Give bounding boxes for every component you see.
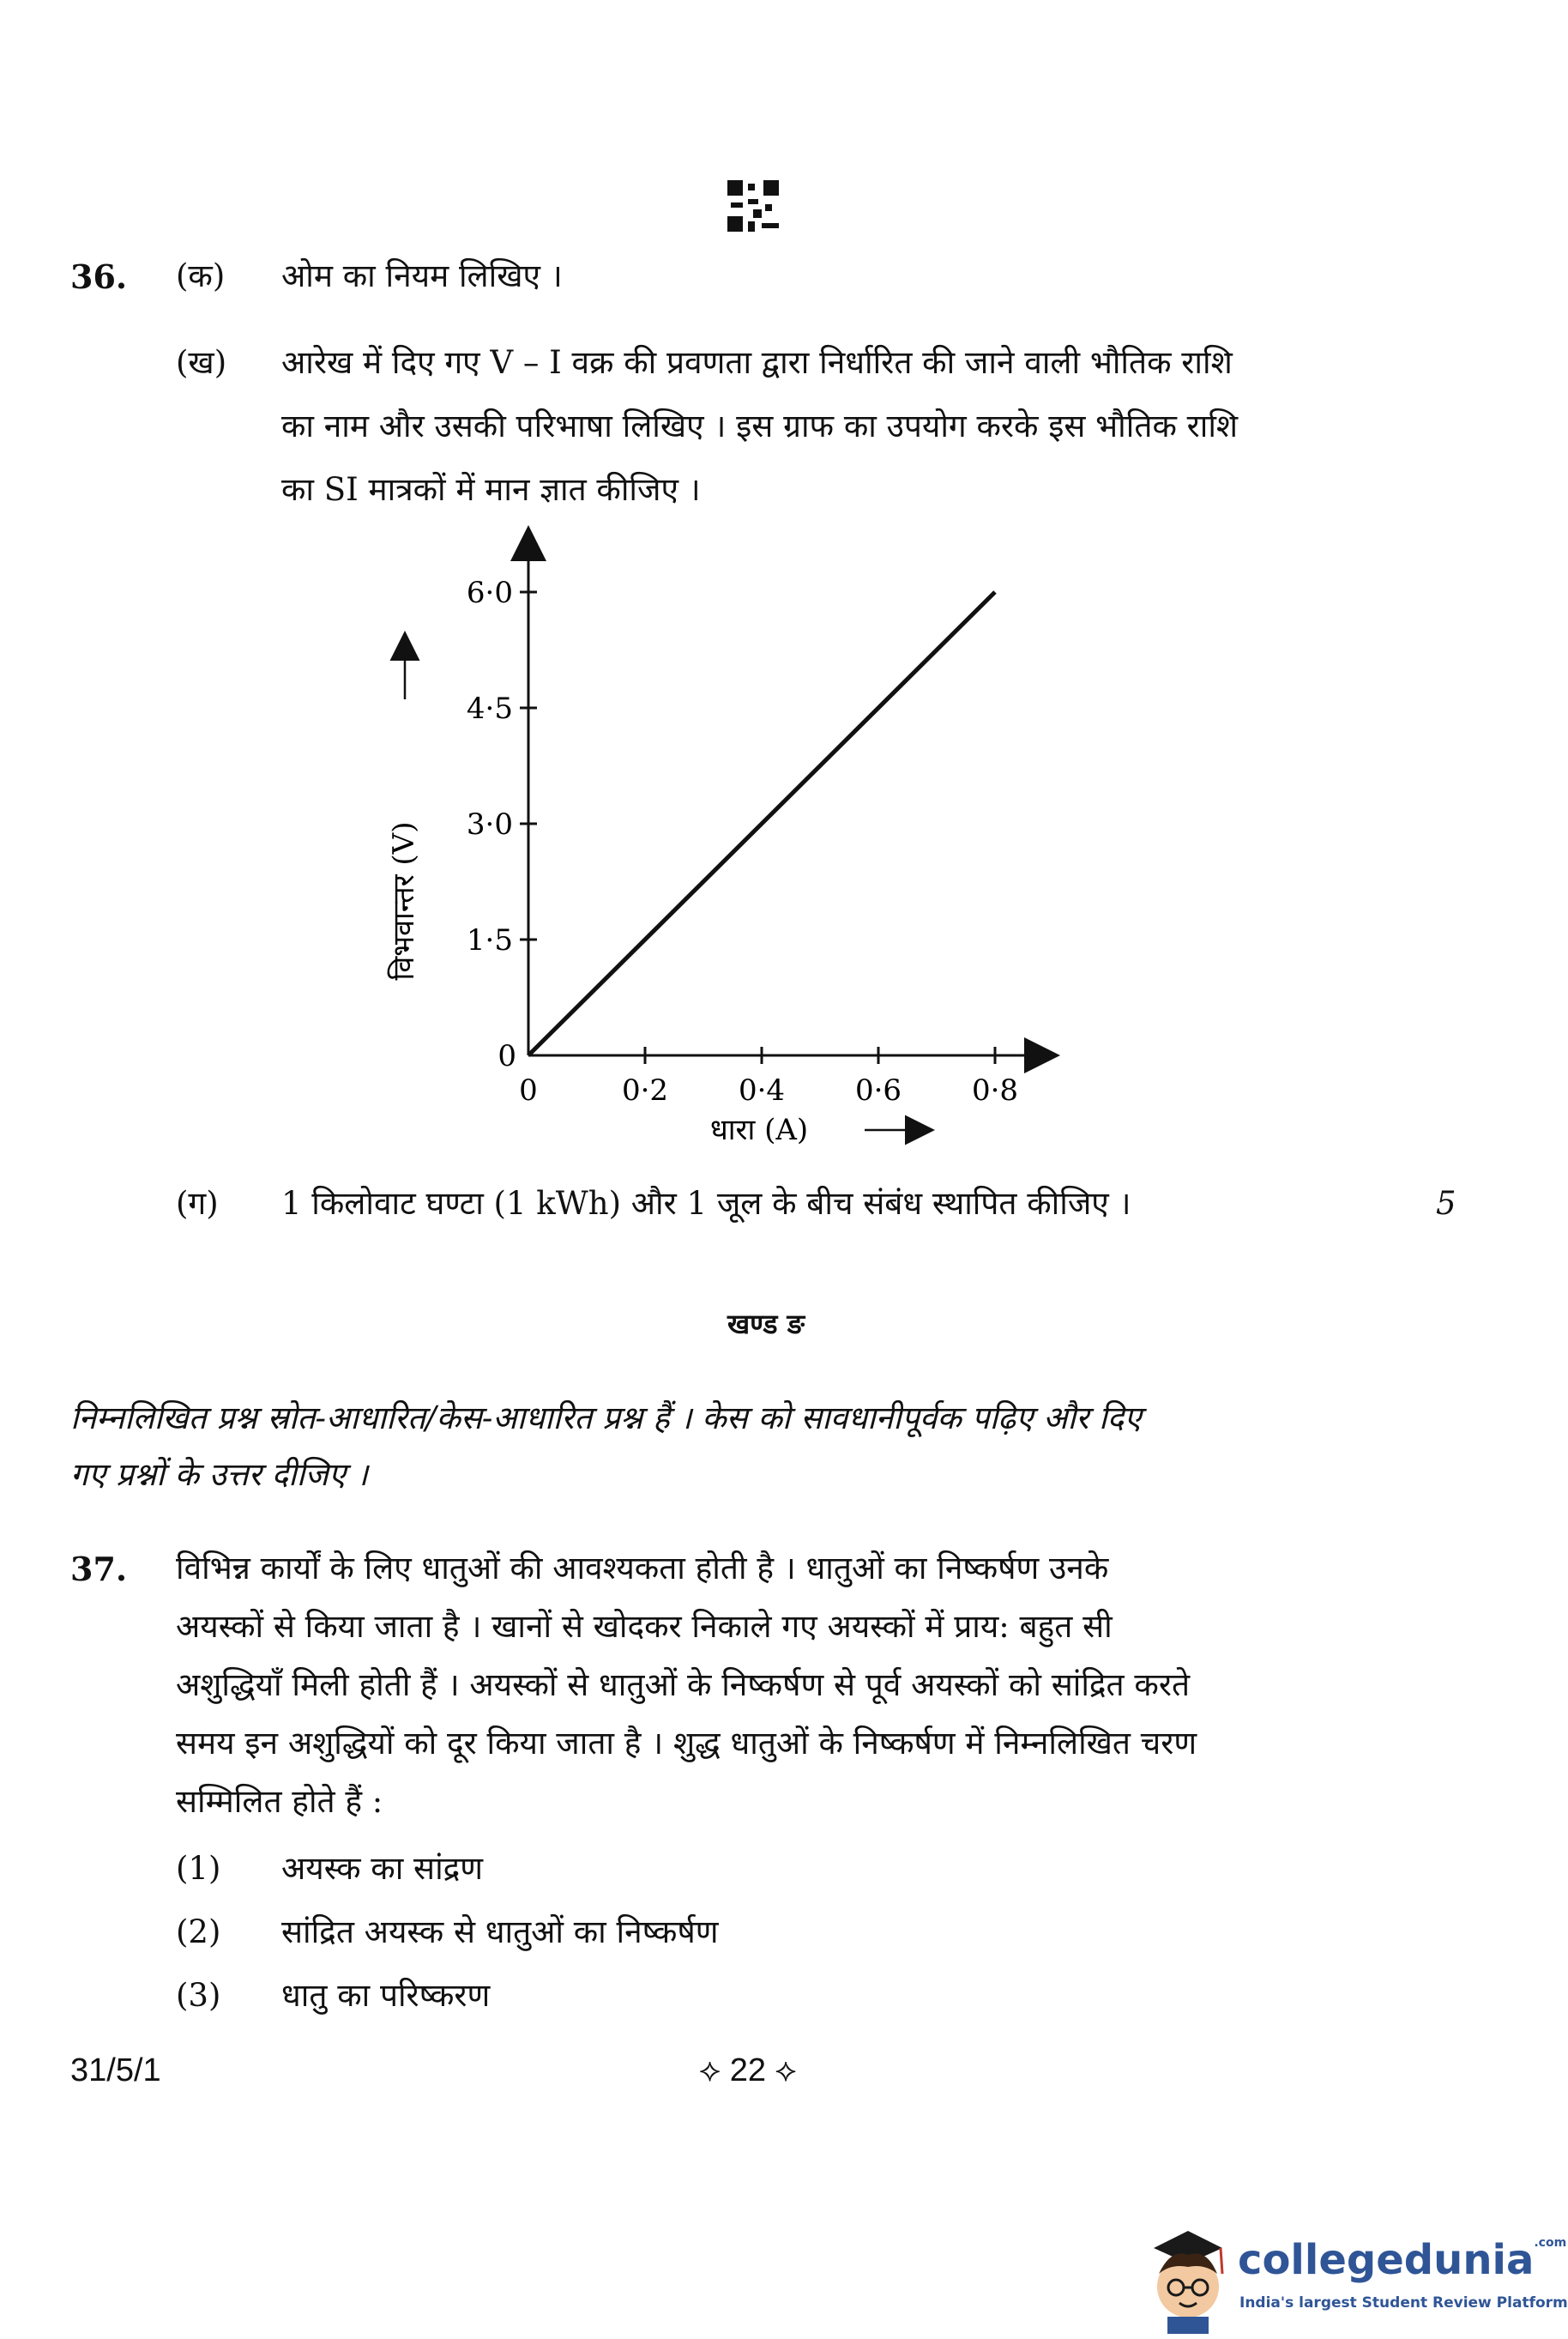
y-tick-label: 1·5 [466,923,513,958]
x-tick-label: 0·8 [971,1073,1019,1108]
q36-part-b-line1: आरेख में दिए गए V – I वक्र की प्रवणता द्वारा निर्धारित की जाने वाली भौतिक राशि [281,344,1233,381]
brand-name: collegedunia$^{.com}$ [1238,2236,1567,2284]
q36-part-c-text: 1 किलोवाट घण्टा (1 kWh) और 1 जूल के बीच संबंध स्थापित कीजिए । [281,1185,1131,1222]
x-tick-label: 0·6 [854,1073,902,1108]
qr-code [727,180,779,232]
q37-line2: अयस्कों से किया जाता है । खानों से खोदकर निकाले गए अयस्कों में प्राय: बहुत सी [176,1608,1113,1645]
page-ornament-left-icon: ⟡ [699,2052,730,2088]
vi-line [528,592,995,1055]
q36-marks: 5 [1436,1185,1456,1222]
y-tick-label: 4·5 [466,692,513,726]
vi-graph [369,523,1072,1158]
q36-part-b-label: (ख) [176,344,227,381]
q37-step3-text: धातु का परिष्करण [281,1977,491,2014]
section-instructions-line2: गए प्रश्नों के उत्तर दीजिए । [70,1456,369,1493]
q36-part-a-label: (क) [176,257,226,294]
paper-code: 31/5/1 [70,2052,161,2088]
mascot-icon [1137,2214,1239,2334]
y-tick-label: 0 [498,1039,516,1073]
y-tick-label: 6·0 [466,576,513,610]
y-axis-label: विभवान्तर (V) [387,821,421,981]
section-title: खण्ड ङ [727,1308,805,1340]
x-tick-label: 0·4 [738,1073,786,1108]
page-ornament-right-icon: ⟡ [765,2052,797,2088]
q37-number: 37. [70,1550,128,1588]
x-axis-label: धारा (A) [709,1113,809,1147]
q36-number: 36. [70,257,128,296]
q36-part-b-line3: का SI मात्रकों में मान ज्ञात कीजिए । [281,471,701,508]
q37-line3: अशुद्धियाँ मिली होती हैं । अयस्कों से धातुओं के निष्कर्षण से पूर्व अयस्कों को सांद्रित करते [176,1666,1191,1703]
q37-step2-text: सांद्रित अयस्क से धातुओं का निष्कर्षण [281,1913,719,1950]
q36-part-a-text: ओम का नियम लिखिए । [281,257,563,294]
x-tick-label: 0 [519,1073,538,1108]
y-tick-label: 3·0 [466,807,513,842]
q37-line4: समय इन अशुद्धियों को दूर किया जाता है । शुद्ध धातुओं के निष्कर्षण में निम्नलिखित चरण [176,1725,1197,1762]
q37-step2-label: (2) [176,1913,221,1950]
brand-tagline: India's largest Student Review Platform [1239,2294,1568,2312]
q36-part-c-label: (ग) [176,1185,219,1222]
q37-step1-text: अयस्क का सांद्रण [281,1850,484,1887]
q37-line1: विभिन्न कार्यों के लिए धातुओं की आवश्यकता होती है । धातुओं का निष्कर्षण उनके [176,1550,1109,1587]
section-instructions-line1: निम्नलिखित प्रश्न स्रोत-आधारित/केस-आधारित प्रश्न हैं । केस को सावधानीपूर्वक पढ़िए और दिए [70,1399,1142,1436]
x-tick-label: 0·2 [621,1073,669,1108]
page-number: ⟡ 22 ⟡ [699,2052,797,2088]
q37-line5: सम्मिलित होते हैं : [176,1783,383,1820]
q37-step3-label: (3) [176,1977,221,2014]
brand-watermark [1137,2214,1568,2334]
q37-step1-label: (1) [176,1850,221,1887]
q36-part-b-line2: का नाम और उसकी परिभाषा लिखिए । इस ग्राफ का उपयोग करके इस भौतिक राशि [281,408,1239,444]
